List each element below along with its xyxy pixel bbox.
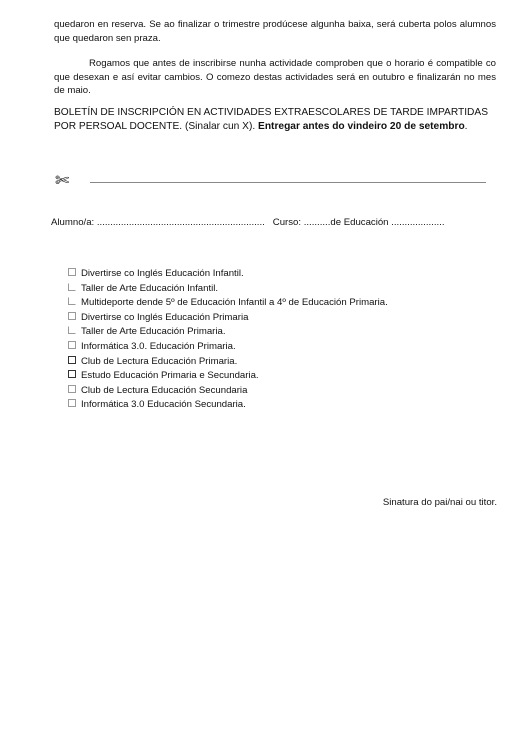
checkbox[interactable]	[68, 283, 76, 291]
checkbox[interactable]	[68, 341, 76, 349]
activity-option: Divertirse co Inglés Educación Primaria	[68, 311, 388, 326]
checkbox[interactable]	[68, 326, 76, 334]
activity-option: Taller de Arte Educación Infantil.	[68, 282, 388, 297]
checkbox[interactable]	[68, 356, 76, 364]
activity-options-list	[68, 267, 388, 413]
cut-line	[90, 182, 486, 183]
heading-period: .	[464, 120, 468, 132]
heading-deadline: Entregar antes do vindeiro 20 de setembro	[258, 120, 465, 132]
activity-option: Informática 3.0. Educación Primaria.	[68, 340, 388, 355]
checkbox[interactable]	[68, 312, 76, 320]
activity-option: Club de Lectura Educación Secundaria	[68, 384, 388, 399]
activity-option: Estudo Educación Primaria e Secundaria.	[68, 369, 388, 384]
activity-option: Taller de Arte Educación Primaria.	[68, 325, 388, 340]
checkbox[interactable]	[68, 399, 76, 407]
checkbox[interactable]	[68, 370, 76, 378]
activity-option: Club de Lectura Educación Primaria.	[68, 355, 388, 370]
activity-option: Multideporte dende 5º de Educación Infantil a 4º de Educación Primaria.	[68, 296, 388, 311]
checkbox[interactable]	[68, 297, 76, 305]
scissors-icon: ✄	[55, 171, 70, 191]
heading-instruction: (Sinalar cun X).	[184, 120, 256, 132]
schedule-notice-paragraph: Rogamos que antes de inscribirse nunha actividade comproben que o horario é compatible co que desexan e así evitar cambios. O comezo destas actividades será en outubro e finalizarán no mes de maio.	[54, 58, 496, 96]
course-field[interactable]: Curso: ..........de Educación ....................	[272, 217, 445, 228]
checkbox[interactable]	[68, 385, 76, 393]
student-course-line	[51, 216, 445, 230]
activity-option: Divertirse co Inglés Educación Infantil.	[68, 267, 388, 282]
activity-option: Informática 3.0 Educación Secundaria.	[68, 398, 388, 413]
checkbox[interactable]	[68, 268, 76, 276]
student-name-field[interactable]: Alumno/a: ...............................................................	[51, 217, 265, 228]
heading-title: BOLETÍN DE INSCRIPCIÓN EN ACTIVIDADES EXTRAESCOLARES DE TARDE IMPARTIDAS POR PERSOAL DOCENTE.	[54, 107, 489, 132]
signature-label: Sinatura do pai/nai ou titor.	[382, 497, 497, 508]
registration-heading	[54, 106, 504, 133]
intro-paragraph-continued: quedaron en reserva. Se ao finalizar o trimestre prodúcese algunha baixa, será cuberta polos alumnos que quedaron sen praza.	[54, 19, 496, 44]
